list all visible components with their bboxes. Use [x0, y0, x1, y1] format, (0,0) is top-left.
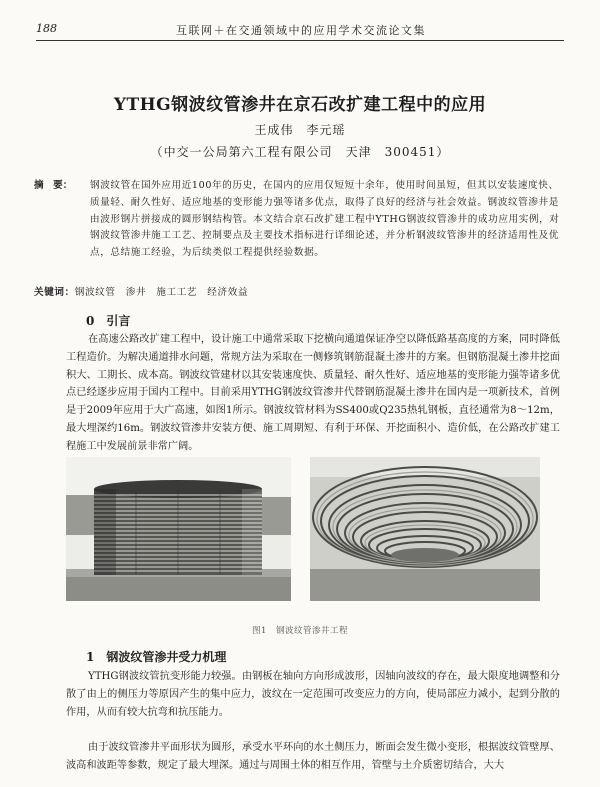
section-heading-0 [86, 312, 130, 329]
running-header [36, 22, 564, 41]
journal-title: 互联网＋在交通领域中的应用学术交流论文集 [176, 24, 426, 37]
section-number-1: 1 [86, 650, 95, 664]
keywords-label: 关键词： [34, 287, 75, 298]
paper-title: YTHG钢波纹管渗井在京石改扩建工程中的应用 [113, 95, 487, 115]
authors: 王成伟 李元瑶 [254, 123, 346, 137]
intro-paragraph: 在高速公路改扩建工程中，设计施工中通常采取下挖横向通道保证净空以降低路基高度的方案，同时降低工程造价。为解决通道排水问题，常规方法为采取在一侧修筑钢筋混凝土渗井的方案。但钢筋混凝土渗井挖面积大、工期长、成本高。钢波纹管建材以其安装速度快、质量轻、耐久性好、适应地基的变形能力强等诸多优点已经逐步应用于国内工程中。目前采用YTHG钢波纹管渗井代替钢筋混凝土渗井在国内是一项新技术，首例是于2009年应用于大广高速，如图1所示。钢波纹管材料为SS400或Q235热轧钢板，直径通常为8～12m，最大埋深约16m。钢波纹管渗井安装方便、施工周期短、有利于环保、开挖面积小、造价低，在公路改扩建工程施工中发展前景非常广阔。 [66, 334, 560, 452]
abstract [34, 178, 562, 262]
section-heading-1 [86, 648, 226, 665]
affiliation: （中交一公局第六工程有限公司 天津 300451） [150, 145, 450, 159]
abstract-label: 摘 要： [34, 180, 73, 191]
section-title-0: 引言 [106, 314, 131, 328]
section-title-1: 钢波纹管渗井受力机理 [106, 650, 227, 664]
figure-photo-interior [310, 457, 540, 601]
section1-paragraph-1: YTHG钢波纹管抗变形能力较强。由钢板在轴向方向形成波形，因轴向波纹的存在，最大限度地调整和分散了由上的侧压力等原因产生的集中应力，波纹在一定范围可改变应力的方向，使局部应力减小，起到分散的作用，从而有较大抗弯和抗压能力。 [66, 671, 560, 718]
keywords-text: 钢波纹管 渗井 施工工艺 经济效益 [74, 287, 249, 298]
section1-paragraph-2: 由于波纹管渗井平面形状为圆形，承受水平环向的水土侧压力，断面会发生微小变形，根据波纹管壁厚、波高和波距等参数，规定了最大埋深。通过与周围土体的相互作用，管壁与土介质密切结合，大大 [66, 742, 560, 771]
abstract-text: 钢波纹管在国外应用近100年的历史，在国内的应用仅短短十余年，使用时间虽短，但其以安装速度快、质量轻、耐久性好、适应地基的变形能力强等诸多优点，取得了良好的经济与社会效益。钢波纹管渗井是由波形钢片拼接成的圆形钢结构管。本文结合京石改扩建工程中YTHG钢波纹管渗井的成功应用实例，对钢波纹管渗井施工工艺、控制要点及主要技术指标进行详细论述，并分析钢波纹管渗井的经济适用性及优点，总结施工经验，为后续类似工程提供经验数据。 [90, 180, 560, 259]
figure-caption: 图1 钢波纹管渗井工程 [252, 626, 348, 636]
keywords [34, 284, 562, 298]
page-number: 188 [36, 22, 57, 35]
section-number-0: 0 [86, 314, 95, 328]
figure-photo-exterior [66, 457, 291, 601]
